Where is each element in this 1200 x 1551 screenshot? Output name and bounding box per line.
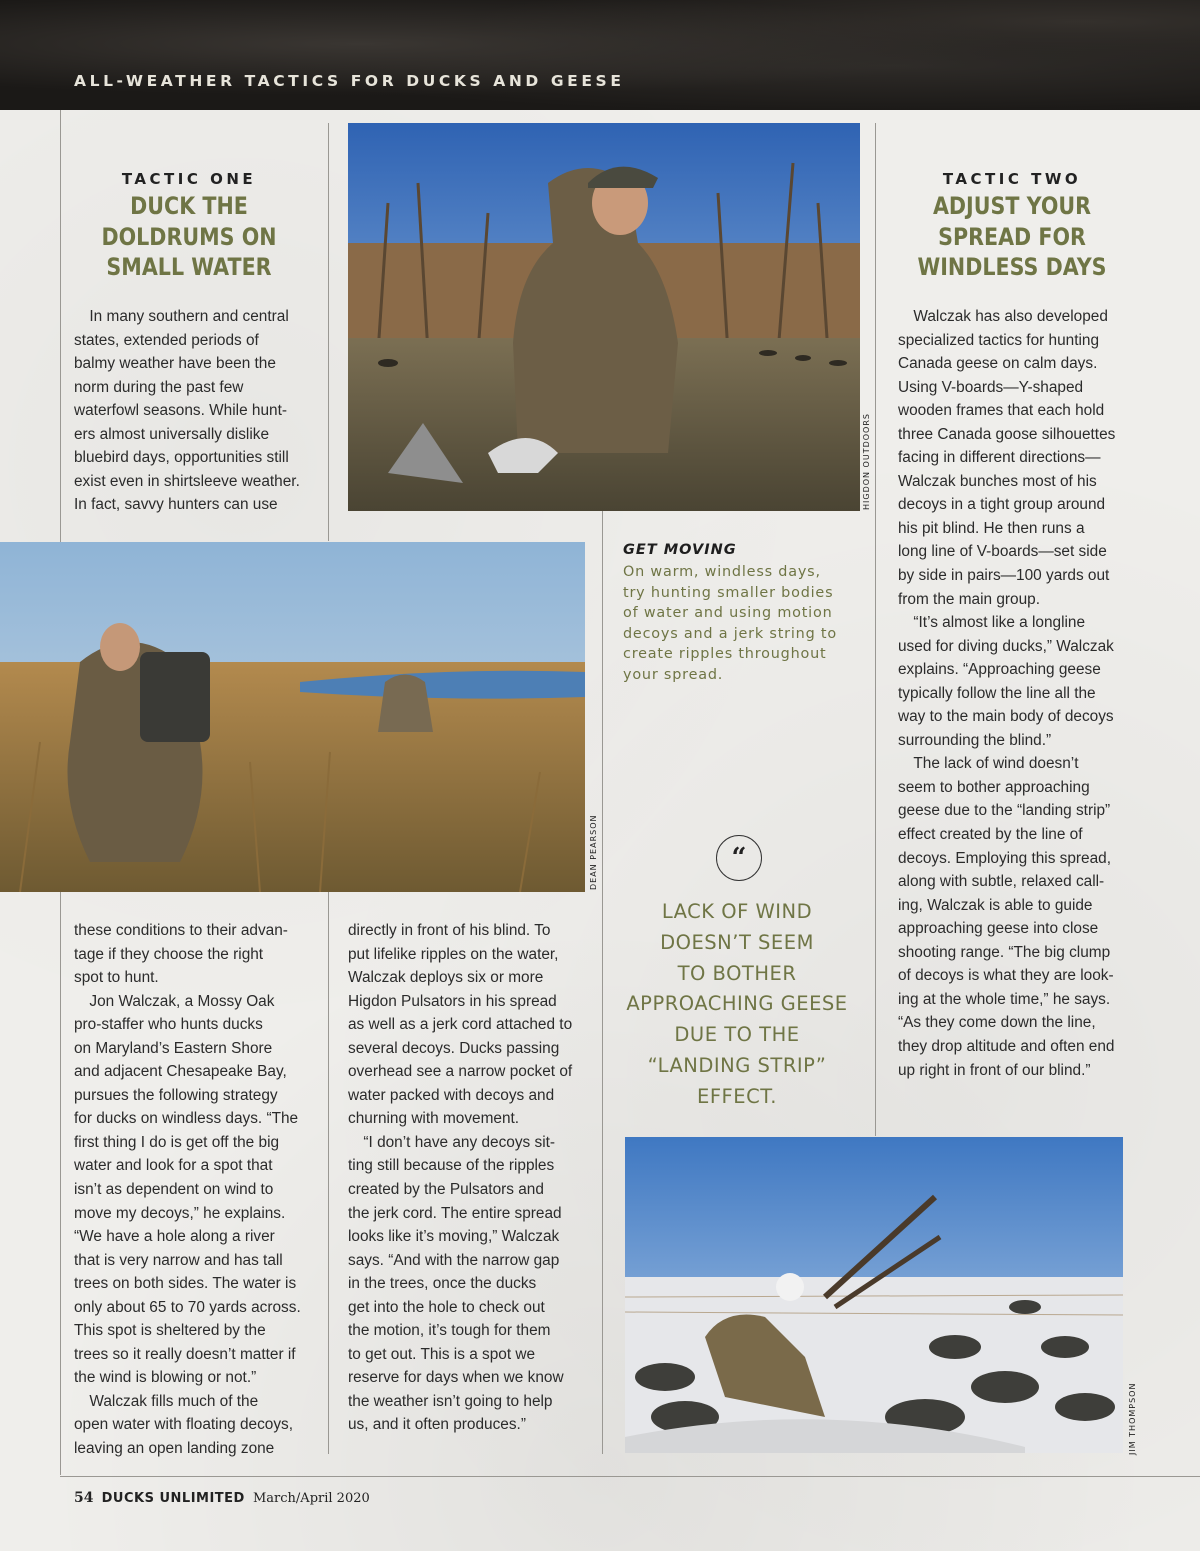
- tactic-two-headline: [914, 191, 1110, 283]
- tactic-two-label: TACTIC TWO: [942, 170, 1082, 188]
- column-rule-1-bottom: [328, 892, 329, 1454]
- column-rule-3: [875, 123, 876, 1136]
- magazine-name: DUCKS UNLIMITED: [101, 1491, 245, 1506]
- column-rule-2: [602, 511, 603, 1454]
- tactic-one-headline: [90, 191, 288, 283]
- section-kicker: ALL-WEATHER TACTICS FOR DUCKS AND GEESE: [74, 72, 625, 90]
- caption-title: GET MOVING: [623, 542, 737, 558]
- header-band: [0, 0, 1200, 110]
- photo-credit-pearson: DEAN PEARSON: [589, 814, 598, 890]
- tactic-one-headline-line: SMALL WATER: [106, 253, 272, 281]
- photo-goose-hunt-snow: [625, 1137, 1123, 1453]
- photo-hunter-wading: [348, 123, 860, 511]
- tactic-two-headline-line: ADJUST YOUR: [932, 192, 1092, 220]
- tactic-two-headline-line: WINDLESS DAYS: [917, 253, 1107, 281]
- tactic-two-body-text: Walczak has also developed specialized tactics for hunting Canada geese on calm days. Using V-boards—Y-shaped wooden frames that each hold three Canada goose silhouettes facing in different directions— Walczak bunches most of his decoys in a tight group around his pit blind. He then runs a long line of V-boards—set side by side in pairs—100 yards out from the main group. “It’s almost like a longline used for diving ducks,” Walczak explains. “Approaching geese typically follow the line all the way to the main body of decoys surrounding the blind.” The lack of wind doesn’t seem to bother approaching geese due to the “landing strip” effect created by the line of decoys. Employing this spread, along with subtle, relaxed call- ing, Walczak is able to guide approaching geese into close shooting range. “The big clump of decoys is what they are look- ing at the whole time,” he says. “As they come down the line, they drop altitude and often end up right in front of our blind.”: [898, 308, 1116, 1079]
- pull-quote: LACK OF WIND DOESN’T SEEM TO BOTHER APPROACHING GEESE DUE TO THE “LANDING STRIP” EFFECT.: [626, 900, 848, 1108]
- tactic-one-headline-line: DUCK THE: [130, 192, 248, 220]
- photo-credit-thompson: JIM THOMPSON: [1128, 1382, 1137, 1455]
- tactic-one-label: TACTIC ONE: [121, 170, 257, 188]
- page-number: 54: [74, 1490, 94, 1506]
- page-footer: [74, 1490, 370, 1506]
- tactic-one-intro-text: In many southern and central states, extended periods of balmy weather have been the norm during the past few waterfowl seasons. While hunt- ers almost universally dislike bluebird days, opportunities still exist even in shirtsleeve weather. In fact, savvy hunters can use: [74, 308, 300, 514]
- tactic-one-headline-line: DOLDRUMS ON: [101, 222, 277, 251]
- footer-rule: [60, 1476, 1200, 1477]
- tactic-two-headline-line: SPREAD FOR: [938, 222, 1086, 251]
- tactic-one-body-text: these conditions to their advan- tage if they choose the right spot to hunt. Jon Walczak, a Mossy Oak pro-staffer who hunts ducks on Maryland’s Eastern Shore and adjacent Chesapeake Bay, pursues the following strategy for ducks on windless days. “The first thing I do is get off the big water and look for a spot that isn’t as dependent on wind to move my decoys,” he explains. “We have a hole along a river that is very narrow and has tall trees on both sides. The water is only about 65 to 70 yards across. This spot is sheltered by the trees so it really doesn’t matter if the wind is blowing or not.” Walczak fills much of the open water with floating decoys, leaving an open landing zone: [74, 922, 301, 1458]
- column-rule-1-top: [328, 123, 329, 541]
- photo-hunters-field: [0, 542, 585, 892]
- photo-credit-higdon: HIGDON OUTDOORS: [862, 413, 871, 510]
- quote-icon: “: [716, 835, 762, 881]
- caption-text: On warm, windless days, try hunting smaller bodies of water and using motion decoys and a jerk string to create ripples throughout your spread.: [623, 564, 837, 683]
- issue-date: March/April 2020: [253, 1491, 370, 1506]
- tactic-one-body-text-col2: directly in front of his blind. To put lifelike ripples on the water, Walczak deploys six or more Higdon Pulsators in his spread as well as a jerk cord attached to several decoys. Ducks passing overhead see a narrow pocket of water packed with decoys and churning with movement. “I don’t have any decoys sit- ting still because of the ripples created by the Pulsators and the jerk cord. The entire spread looks like it’s moving,” Walczak says. “And with the narrow gap in the trees, once the ducks get into the hole to check out the motion, it’s tough for them to get out. This is a spot we reserve for days when we know the weather isn’t going to help us, and it often produces.”: [348, 922, 573, 1434]
